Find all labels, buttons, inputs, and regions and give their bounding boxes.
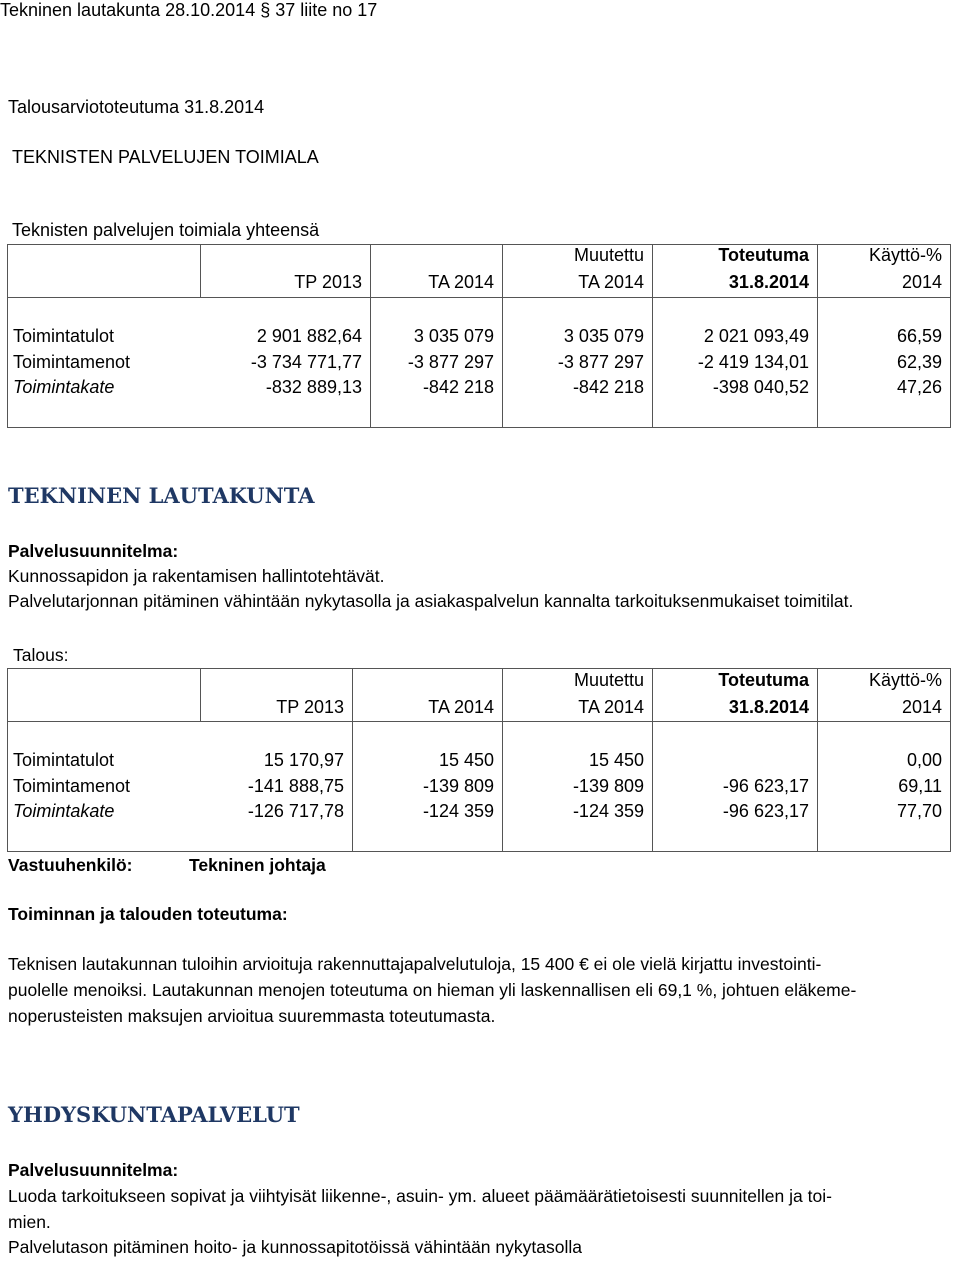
cell-toteutuma: 2 021 093,49 [703, 326, 809, 346]
col-header-muutettu: Muutettu [573, 670, 644, 690]
col-header-muutettu: Muutettu [573, 245, 644, 265]
section-title-yhdyskuntapalvelut: YHDYSKUNTAPALVELUT [8, 1102, 300, 1127]
cell-muutettu: 3 035 079 [563, 326, 644, 346]
cell-ta: 15 450 [438, 750, 494, 770]
col-header-tp: TP 2013 [294, 272, 362, 292]
cell-muutettu: -124 359 [572, 801, 644, 821]
cell-muutettu: -842 218 [572, 377, 644, 397]
row-label: Toimintakate [13, 377, 115, 397]
col-header-ta: TA 2014 [428, 697, 494, 717]
col-header-kaytto-year: 2014 [901, 697, 942, 717]
col-header-muutettu-ta: TA 2014 [578, 272, 644, 292]
cell-tp: -832 889,13 [265, 377, 362, 397]
outcome-text: noperusteisten maksujen arvioitua suuremmasta toteutumasta. [8, 1006, 496, 1026]
cell-kaytto: 66,59 [896, 326, 942, 346]
cell-tp: 2 901 882,64 [256, 326, 362, 346]
row-label: Toimintakate [13, 801, 115, 821]
col-header-muutettu-ta: TA 2014 [578, 697, 644, 717]
col-header-ta: TA 2014 [428, 272, 494, 292]
cell-ta: -139 809 [422, 776, 494, 796]
plan-text: Palvelutason pitäminen hoito- ja kunnossapitotöissä vähintään nykytasolla [8, 1237, 582, 1257]
col-header-kaytto-year: 2014 [901, 272, 942, 292]
plan-text: Palvelutarjonnan pitäminen vähintään nykytasolla ja asiakaspalvelun kannalta tarkoituksenmukaiset toimitilat. [8, 591, 854, 611]
plan-text: mien. [8, 1212, 51, 1232]
row-label: Toimintamenot [13, 776, 131, 796]
cell-muutettu: -139 809 [572, 776, 644, 796]
cell-tp: -141 888,75 [247, 776, 344, 796]
outcome-label: Toiminnan ja talouden toteutuma: [8, 904, 288, 924]
row-label: Toimintatulot [13, 326, 115, 346]
row-label: Toimintamenot [13, 352, 131, 372]
talous-label: Talous: [13, 645, 69, 665]
col-header-tp: TP 2013 [276, 697, 344, 717]
department-title: TEKNISTEN PALVELUJEN TOIMIALA [12, 147, 319, 167]
cell-kaytto: 47,26 [896, 377, 942, 397]
responsible-label: Vastuuhenkilö: [8, 855, 133, 875]
cell-ta: -842 218 [422, 377, 494, 397]
col-header-toteutuma: Toteutuma [718, 245, 809, 265]
plan-text: Luoda tarkoitukseen sopivat ja viihtyisät liikenne-, asuin- ym. alueet päämäärätietoisesti suunnitellen ja toi- [8, 1186, 832, 1206]
cell-muutettu: -3 877 297 [557, 352, 644, 372]
outcome-text: Teknisen lautakunnan tuloihin arvioituja rakennuttajapalvelutuloja, 15 400 € ei ole vielä kirjattu investointi- [8, 954, 822, 974]
responsible-value: Tekninen johtaja [189, 855, 326, 875]
cell-tp: -126 717,78 [247, 801, 344, 821]
table1-caption: Teknisten palvelujen toimiala yhteensä [12, 220, 320, 240]
cell-toteutuma: -398 040,52 [712, 377, 809, 397]
plan-label: Palvelusuunnitelma: [8, 541, 179, 561]
cell-tp: 15 170,97 [263, 750, 344, 770]
cell-kaytto: 77,70 [896, 801, 942, 821]
col-header-kaytto: Käyttö-% [868, 245, 942, 265]
col-header-toteutuma-date: 31.8.2014 [728, 272, 809, 292]
cell-kaytto: 69,11 [898, 776, 942, 796]
cell-ta: -3 877 297 [407, 352, 494, 372]
col-header-toteutuma: Toteutuma [718, 670, 809, 690]
cell-muutettu: 15 450 [588, 750, 644, 770]
cell-tp: -3 734 771,77 [250, 352, 362, 372]
cell-ta: 3 035 079 [413, 326, 494, 346]
doc-header-line: Tekninen lautakunta 28.10.2014 § 37 liite no 17 [0, 0, 378, 20]
cell-toteutuma: -2 419 134,01 [697, 352, 809, 372]
col-header-toteutuma-date: 31.8.2014 [728, 697, 809, 717]
section-title-tekninen-lautakunta: TEKNINEN LAUTAKUNTA [8, 483, 315, 508]
cell-kaytto: 0,00 [906, 750, 942, 770]
report-title: Talousarviototeutuma 31.8.2014 [8, 97, 265, 117]
cell-toteutuma: -96 623,17 [722, 776, 809, 796]
outcome-text: puolelle menoiksi. Lautakunnan menojen toteutuma on hieman yli laskennallisen eli 69,1 %, johtuen eläkeme- [8, 980, 857, 1000]
col-header-kaytto: Käyttö-% [868, 670, 942, 690]
row-label: Toimintatulot [13, 750, 115, 770]
plan-label: Palvelusuunnitelma: [8, 1160, 179, 1180]
cell-kaytto: 62,39 [896, 352, 942, 372]
plan-text: Kunnossapidon ja rakentamisen hallintotehtävät. [8, 566, 385, 586]
cell-ta: -124 359 [422, 801, 494, 821]
cell-toteutuma: -96 623,17 [722, 801, 809, 821]
